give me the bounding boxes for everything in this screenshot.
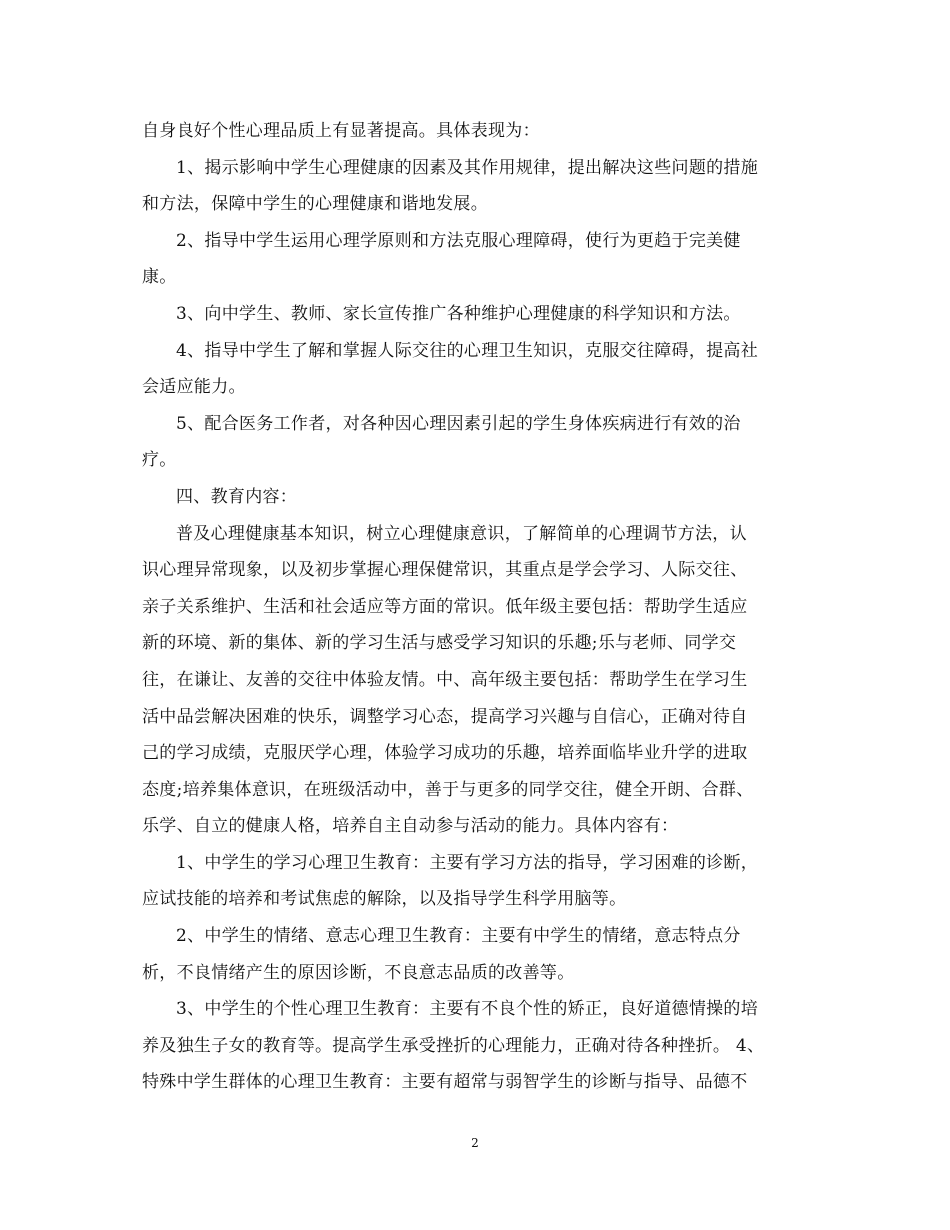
text-line: 2、指导中学生运用心理学原则和方法克服心理障碍，使行为更趋于完美健	[176, 230, 741, 251]
text-line: 3、向中学生、教师、家长宣传推广各种维护心理健康的科学知识和方法。	[176, 303, 741, 324]
text-line: 四、教育内容：	[176, 486, 298, 507]
text-line: 1、中学生的学习心理卫生教育：主要有学习方法的指导，学习困难的诊断，	[176, 852, 759, 873]
text-line: 往，在谦让、友善的交往中体验友情。中、高年级主要包括：帮助学生在学习生	[142, 669, 748, 690]
text-line: 乐学、自立的健康人格，培养自主自动参与活动的能力。具体内容有：	[142, 816, 679, 837]
text-line: 养及独生子女的教育等。提高学生承受挫折的心理能力，正确对待各种挫折。 4、	[142, 1035, 765, 1056]
text-line: 亲子关系维护、生活和社会适应等方面的常识。低年级主要包括：帮助学生适应	[142, 596, 748, 617]
text-line: 普及心理健康基本知识，树立心理健康意识，了解简单的心理调节方法，认	[176, 523, 747, 544]
text-line: 会适应能力。	[142, 377, 246, 398]
text-line: 态度;培养集体意识，在班级活动中，善于与更多的同学交往，健全开朗、合群、	[142, 779, 754, 800]
text-line: 1、揭示影响中学生心理健康的因素及其作用规律，提出解决这些问题的措施	[176, 157, 759, 178]
text-line: 5、配合医务工作者，对各种因心理因素引起的学生身体疾病进行有效的治	[176, 413, 741, 434]
text-line: 2、中学生的情绪、意志心理卫生教育：主要有中学生的情绪，意志特点分	[176, 926, 741, 947]
text-line: 己的学习成绩，克服厌学心理，体验学习成功的乐趣，培养面临毕业升学的进取	[142, 743, 748, 764]
text-line: 自身良好个性心理品质上有显著提高。具体表现为：	[142, 121, 540, 141]
text-line: 析，不良情绪产生的原因诊断，不良意志品质的改善等。	[142, 962, 575, 983]
text-line: 识心理异常现象，以及初步掌握心理保健常识，其重点是学会学习、人际交往、	[142, 560, 748, 581]
text-line: 疗。	[142, 450, 177, 471]
text-line: 4、指导中学生了解和掌握人际交往的心理卫生知识，克服交往障碍，提高社	[176, 340, 759, 361]
text-line: 和方法，保障中学生的心理健康和谐地发展。	[142, 194, 488, 215]
text-line: 3、中学生的个性心理卫生教育：主要有不良个性的矫正，良好道德情操的培	[176, 999, 759, 1020]
page-number: 2	[471, 1136, 479, 1150]
text-line: 新的环境、新的集体、新的学习生活与感受学习知识的乐趣;乐与老师、同学交	[142, 633, 737, 654]
text-line: 康。	[142, 267, 177, 288]
body-text	[142, 113, 802, 1101]
text-line: 特殊中学生群体的心理卫生教育：主要有超常与弱智学生的诊断与指导、品德不	[142, 1072, 748, 1093]
text-line: 活中品尝解决困难的快乐，调整学习心态，提高学习兴趣与自信心，正确对待自	[142, 706, 748, 727]
text-line: 应试技能的培养和考试焦虑的解除，以及指导学生科学用脑等。	[142, 889, 627, 910]
